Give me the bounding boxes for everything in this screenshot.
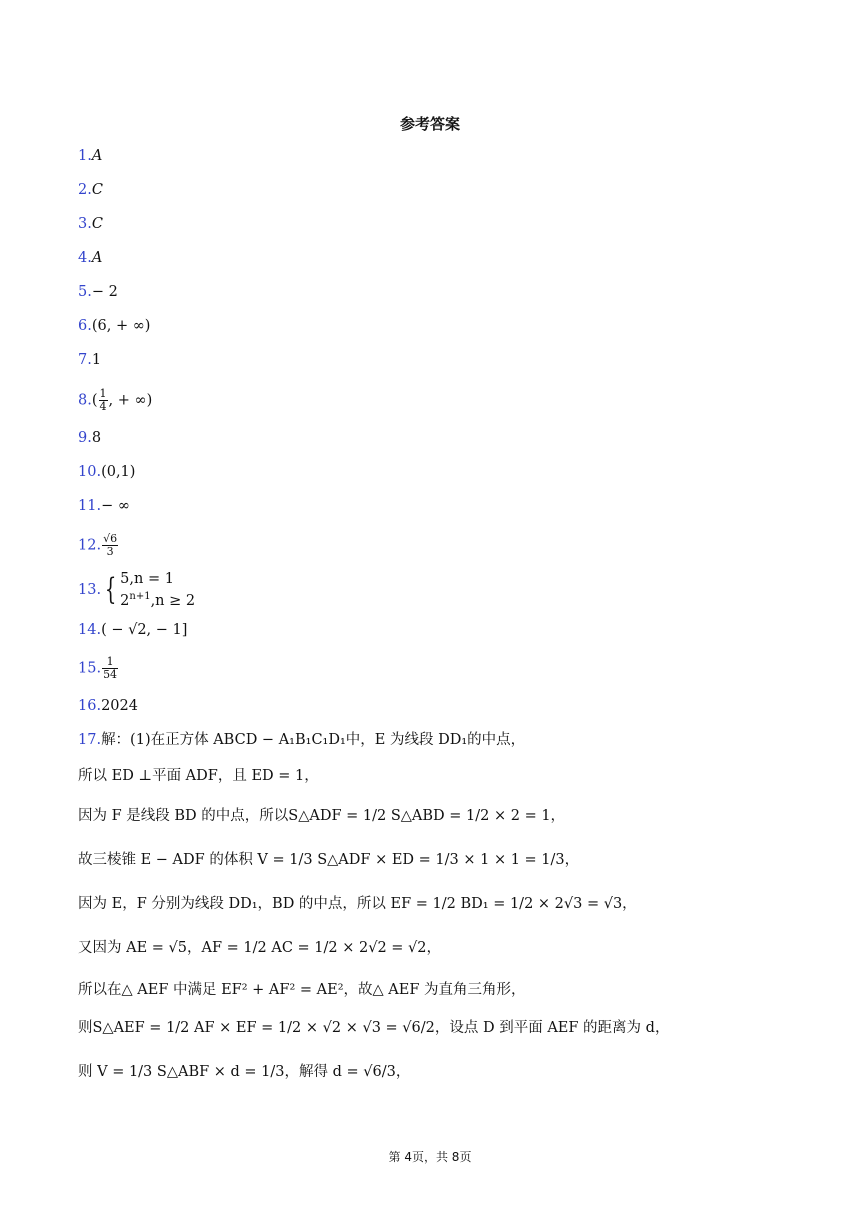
answer-15: 15. $\frac{1}{54}$ [78, 655, 118, 681]
answer-2: 2.C [78, 182, 103, 198]
answer-5: 5.− 2 [78, 284, 118, 300]
answer-1: 1.A [78, 148, 103, 164]
q17-line-3: 因为 F 是线段 BD 的中点，所以S△ADF = 1/2 S△ABD = 1/2 × 2 = 1， [78, 808, 566, 824]
answer-7: 7.1 [78, 352, 102, 368]
page-title: 参考答案 [399, 115, 460, 133]
answer-8: 8.( $\frac{1}{4}$ , + ∞) [78, 387, 153, 413]
fraction: $\frac{1}{4}$ [99, 387, 107, 413]
answer-6: 6.(6, + ∞) [78, 318, 151, 334]
q17-line-4: 故三棱锥 E − ADF 的体积 V = 1/3 S△ADF × ED = 1/3 × 1 × 1 = 1/3， [78, 852, 580, 868]
q17-line-6: 又因为 AE = √5，AF = 1/2 AC = 1/2 × 2√2 = √2， [78, 940, 442, 956]
fraction: $\frac{1}{54}$ [103, 655, 118, 681]
answer-12: 12. $\frac{√6}{3}$ [78, 532, 118, 558]
q17-line-2: 所以 ED ⊥平面 ADF，且 ED = 1， [78, 768, 319, 784]
answer-9: 9.8 [78, 430, 102, 446]
answer-10: 10.(0,1) [78, 464, 136, 480]
q17-line-8: 则S△AEF = 1/2 AF × EF = 1/2 × √2 × √3 = √6/2，设点 D 到平面 AEF 的距离为 d， [78, 1020, 670, 1036]
q17-line-9: 则 V = 1/3 S△ABF × d = 1/3，解得 d = √6/3， [78, 1064, 411, 1080]
answer-11: 11.− ∞ [78, 498, 130, 514]
answer-4: 4.A [78, 250, 103, 266]
answer-16: 16.2024 [78, 698, 138, 714]
fraction: $\frac{√6}{3}$ [103, 532, 118, 558]
q17-line-1: 17.解：(1)在正方体 ABCD − A₁B₁C₁D₁中，E 为线段 DD₁的中点， [78, 732, 526, 748]
q17-line-5: 因为 E，F 分别为线段 DD₁，BD 的中点，所以 EF = 1/2 BD₁ = 1/2 × 2√3 = √3， [78, 896, 637, 912]
answer-14: 14.( − √2, − 1] [78, 622, 188, 638]
page-footer: 第 4页，共 8页 [388, 1150, 472, 1164]
q17-line-7: 所以在△ AEF 中满足 EF² + AF² = AE²，故△ AEF 为直角三角形， [78, 982, 526, 998]
answer-13: 13. { 5,n = 1 $2^{n+1},n \ge 2$ [78, 571, 196, 609]
answer-3: 3.C [78, 216, 103, 232]
